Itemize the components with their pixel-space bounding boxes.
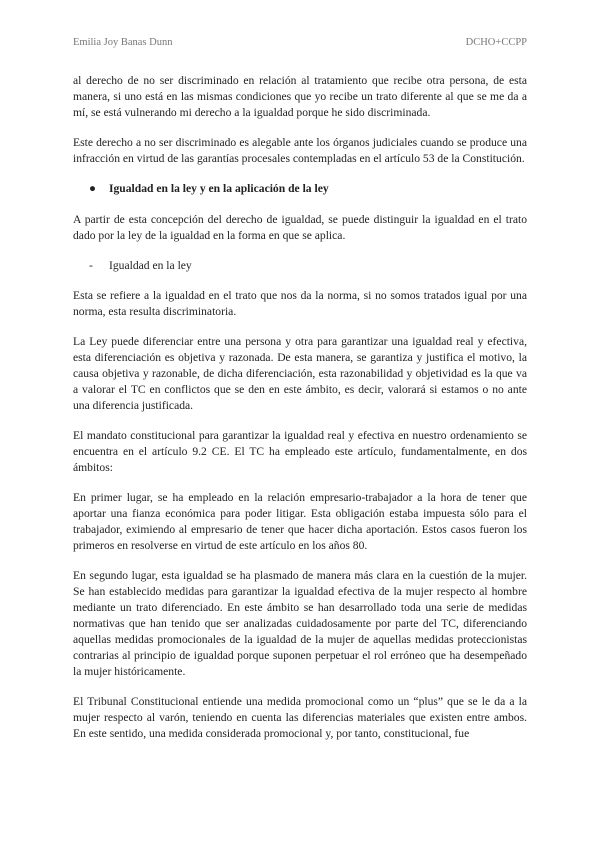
paragraph: El mandato constitucional para garantizar la igualdad real y efectiva en nuestro ordenamiento se encuentra en el artículo 9.2 CE. El TC ha empleado este artículo, fundamentalmente, en dos ámbitos: bbox=[73, 429, 527, 474]
subsection-heading bbox=[89, 258, 527, 274]
header-author: Emilia Joy Banas Dunn bbox=[73, 37, 173, 48]
bullet-icon: ● bbox=[89, 182, 97, 195]
subsection-heading-text: Igualdad en la ley bbox=[109, 259, 192, 272]
paragraph: En segundo lugar, esta igualdad se ha plasmado de manera más clara en la cuestión de la mujer. Se han establecido medidas para garantizar la igualdad efectiva de la mujer respecto al hombre mediante un trato diferenciado. En este ámbito se han desarrollado toda una serie de medidas normativas que han tenido que ser analizadas cuidadosamente por parte del TC, diferenciando aquellas medidas promocionales de la igualdad de la mujer de aquellas medidas proteccionistas contrarias al principio de igualdad porque suponen perpetuar el rol erróneo que ha desempeñado la mujer históricamente. bbox=[73, 569, 527, 678]
paragraph: A partir de esta concepción del derecho de igualdad, se puede distinguir la igualdad en el trato dado por la ley de la igualdad en la forma en que se aplica. bbox=[73, 213, 527, 242]
paragraph: La Ley puede diferenciar entre una persona y otra para garantizar una igualdad real y efectiva, esta diferenciación es objetiva y razonada. De esta manera, se garantiza y justifica el motivo, la causa objetiva y razonable, de dicha diferenciación, esta razonabilidad y objetividad es la que va a valorar el TC en conflictos que se den en este ámbito, es decir, valorará si estamos o no ante una diferencia justificada. bbox=[73, 335, 527, 412]
dash-bullet: - bbox=[89, 259, 93, 272]
paragraph: al derecho de no ser discriminado en relación al tratamiento que recibe otra persona, de esta manera, si uno está en las mismas condiciones que yo recibe un trato diferente al que se me da a mí, se está vulnerando mi derecho a la igualdad porque he sido discriminada. bbox=[73, 74, 527, 119]
section-heading bbox=[89, 181, 527, 197]
paragraph: Esta se refiere a la igualdad en el trato que nos da la norma, si no somos tratados igual por una norma, esta resulta discriminatoria. bbox=[73, 289, 527, 318]
section-heading-text: Igualdad en la ley y en la aplicación de la ley bbox=[109, 182, 329, 195]
paragraph: En primer lugar, se ha empleado en la relación empresario-trabajador a la hora de tener que aportar una fianza económica para poder litigar. Esta obligación estaba impuesta sólo para el trabajador, eximiendo al empresario de tener que hacer dicha aportación. Estos casos fueron los primeros en resolverse en virtud de este artículo en los años 80. bbox=[73, 491, 527, 552]
paragraph: Este derecho a no ser discriminado es alegable ante los órganos judiciales cuando se produce una infracción en virtud de las garantías procesales contempladas en el artículo 53 de la Constitución. bbox=[73, 136, 527, 165]
header-course: DCHO+CCPP bbox=[465, 37, 527, 48]
paragraph: El Tribunal Constitucional entiende una medida promocional como un “plus” que se le da a la mujer respecto al varón, teniendo en cuenta las diferencias materiales que existen entre ambos. En este sentido, una medida considerada promocional y, por tanto, constitucional, fue bbox=[73, 695, 527, 740]
document-body bbox=[73, 73, 527, 756]
